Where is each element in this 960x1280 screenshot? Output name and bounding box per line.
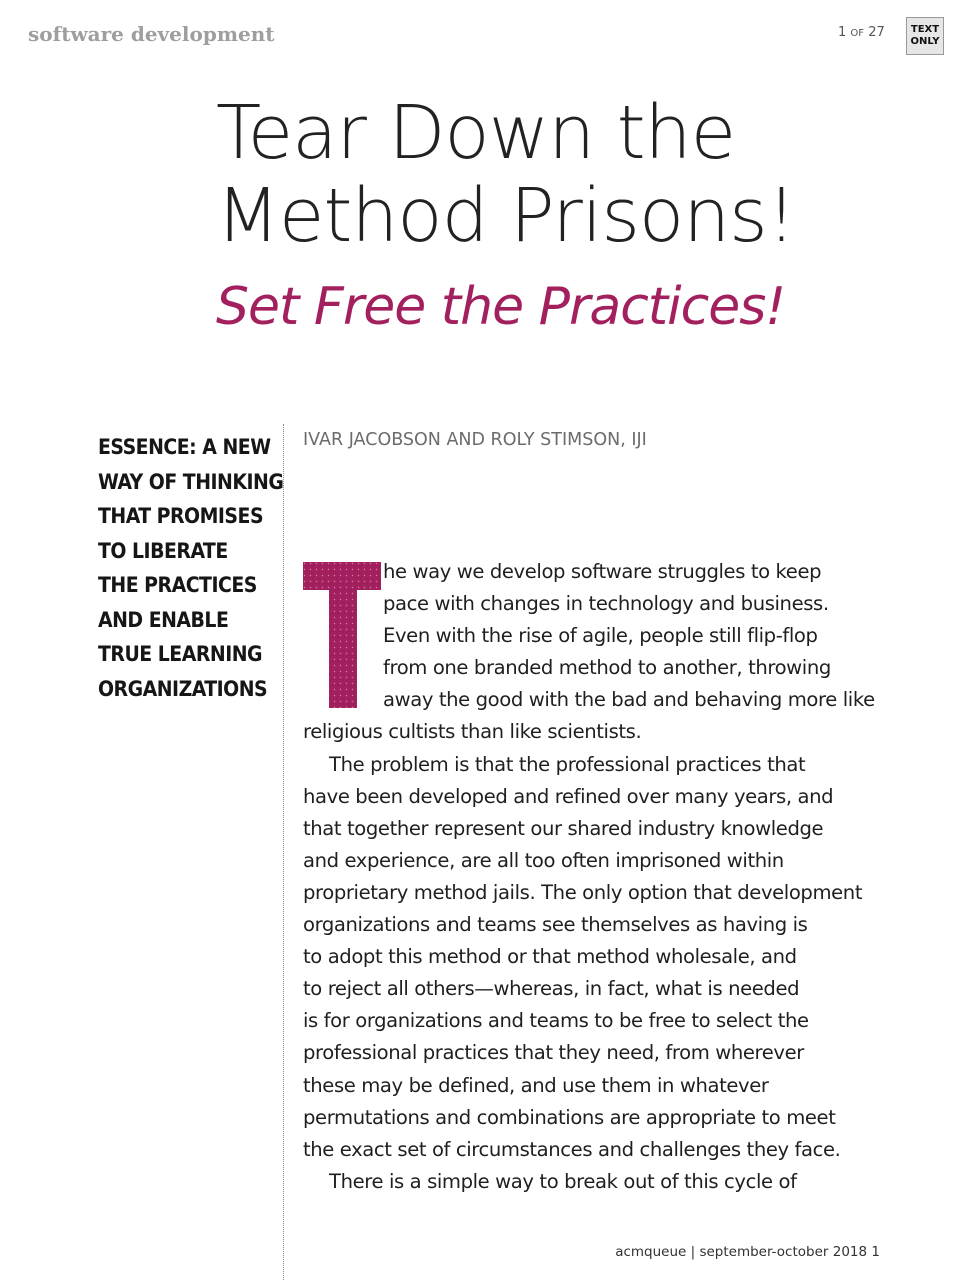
column-divider — [283, 424, 284, 1280]
author-byline: IVAR JACOBSON AND ROLY STIMSON, IJI — [303, 430, 647, 450]
article-title — [216, 92, 795, 258]
body-line: religious cultists than like scientists. — [303, 720, 642, 744]
body-line: pace with changes in technology and business. — [383, 592, 829, 616]
body-line: organizations and teams see themselves as having is — [303, 913, 808, 937]
body-line: he way we develop software struggles to keep — [383, 560, 822, 583]
body-line: the exact set of circumstances and challenges they face. — [303, 1137, 841, 1161]
body-line: Even with the rise of agile, people still flip-flop — [383, 624, 818, 648]
body-line: professional practices that they need, from wherever — [303, 1041, 804, 1065]
body-line: There is a simple way to break out of this cycle of — [329, 1169, 797, 1193]
body-line: that together represent our shared industry knowledge — [303, 816, 824, 840]
pull-quote-line: WAY OF THINKING — [98, 469, 284, 494]
body-line: and experience, are all too often imprisoned within — [303, 848, 784, 872]
page-total: 27 — [868, 25, 885, 40]
article-body — [303, 556, 903, 1198]
page-counter — [838, 25, 885, 40]
page-of-label: OF — [850, 28, 865, 39]
body-line: to adopt this method or that method wholesale, and — [303, 945, 797, 969]
pull-quote-line: TO LIBERATE — [98, 538, 228, 563]
text-only-label-line2: ONLY — [910, 36, 940, 47]
body-line: away the good with the bad and behaving more like — [383, 688, 875, 712]
body-line: is for organizations and teams to be free to select the — [303, 1009, 809, 1033]
text-only-label-line1: TEXT — [910, 24, 940, 35]
pull-quote — [98, 430, 284, 706]
title-line-2: Method Prisons! — [216, 173, 796, 259]
body-line: from one branded method to another, throwing — [383, 656, 831, 680]
page-current: 1 — [838, 25, 847, 40]
section-label: software development — [28, 22, 275, 46]
body-line: these may be defined, and use them in whatever — [303, 1073, 769, 1097]
body-line: have been developed and refined over many years, and — [303, 784, 834, 808]
body-line: The problem is that the professional practices that — [329, 752, 806, 776]
pull-quote-line: ORGANIZATIONS — [98, 676, 268, 701]
text-only-button[interactable] — [906, 17, 944, 55]
pull-quote-line: TRUE LEARNING — [98, 642, 263, 666]
article-subtitle: Set Free the Practices! — [216, 277, 786, 337]
body-line: to reject all others—whereas, in fact, what is needed — [303, 977, 800, 1001]
pull-quote-line: AND ENABLE — [98, 607, 229, 632]
pull-quote-line: THAT PROMISES — [98, 504, 264, 528]
body-line: permutations and combinations are appropriate to meet — [303, 1105, 836, 1129]
pull-quote-line: THE PRACTICES — [98, 573, 257, 597]
page-footer: acmqueue | september-october 2018 1 — [615, 1244, 880, 1260]
title-line-1: Tear Down the — [216, 90, 736, 176]
pull-quote-line: ESSENCE: A NEW — [98, 435, 271, 459]
body-line: proprietary method jails. The only option that development — [303, 880, 863, 904]
